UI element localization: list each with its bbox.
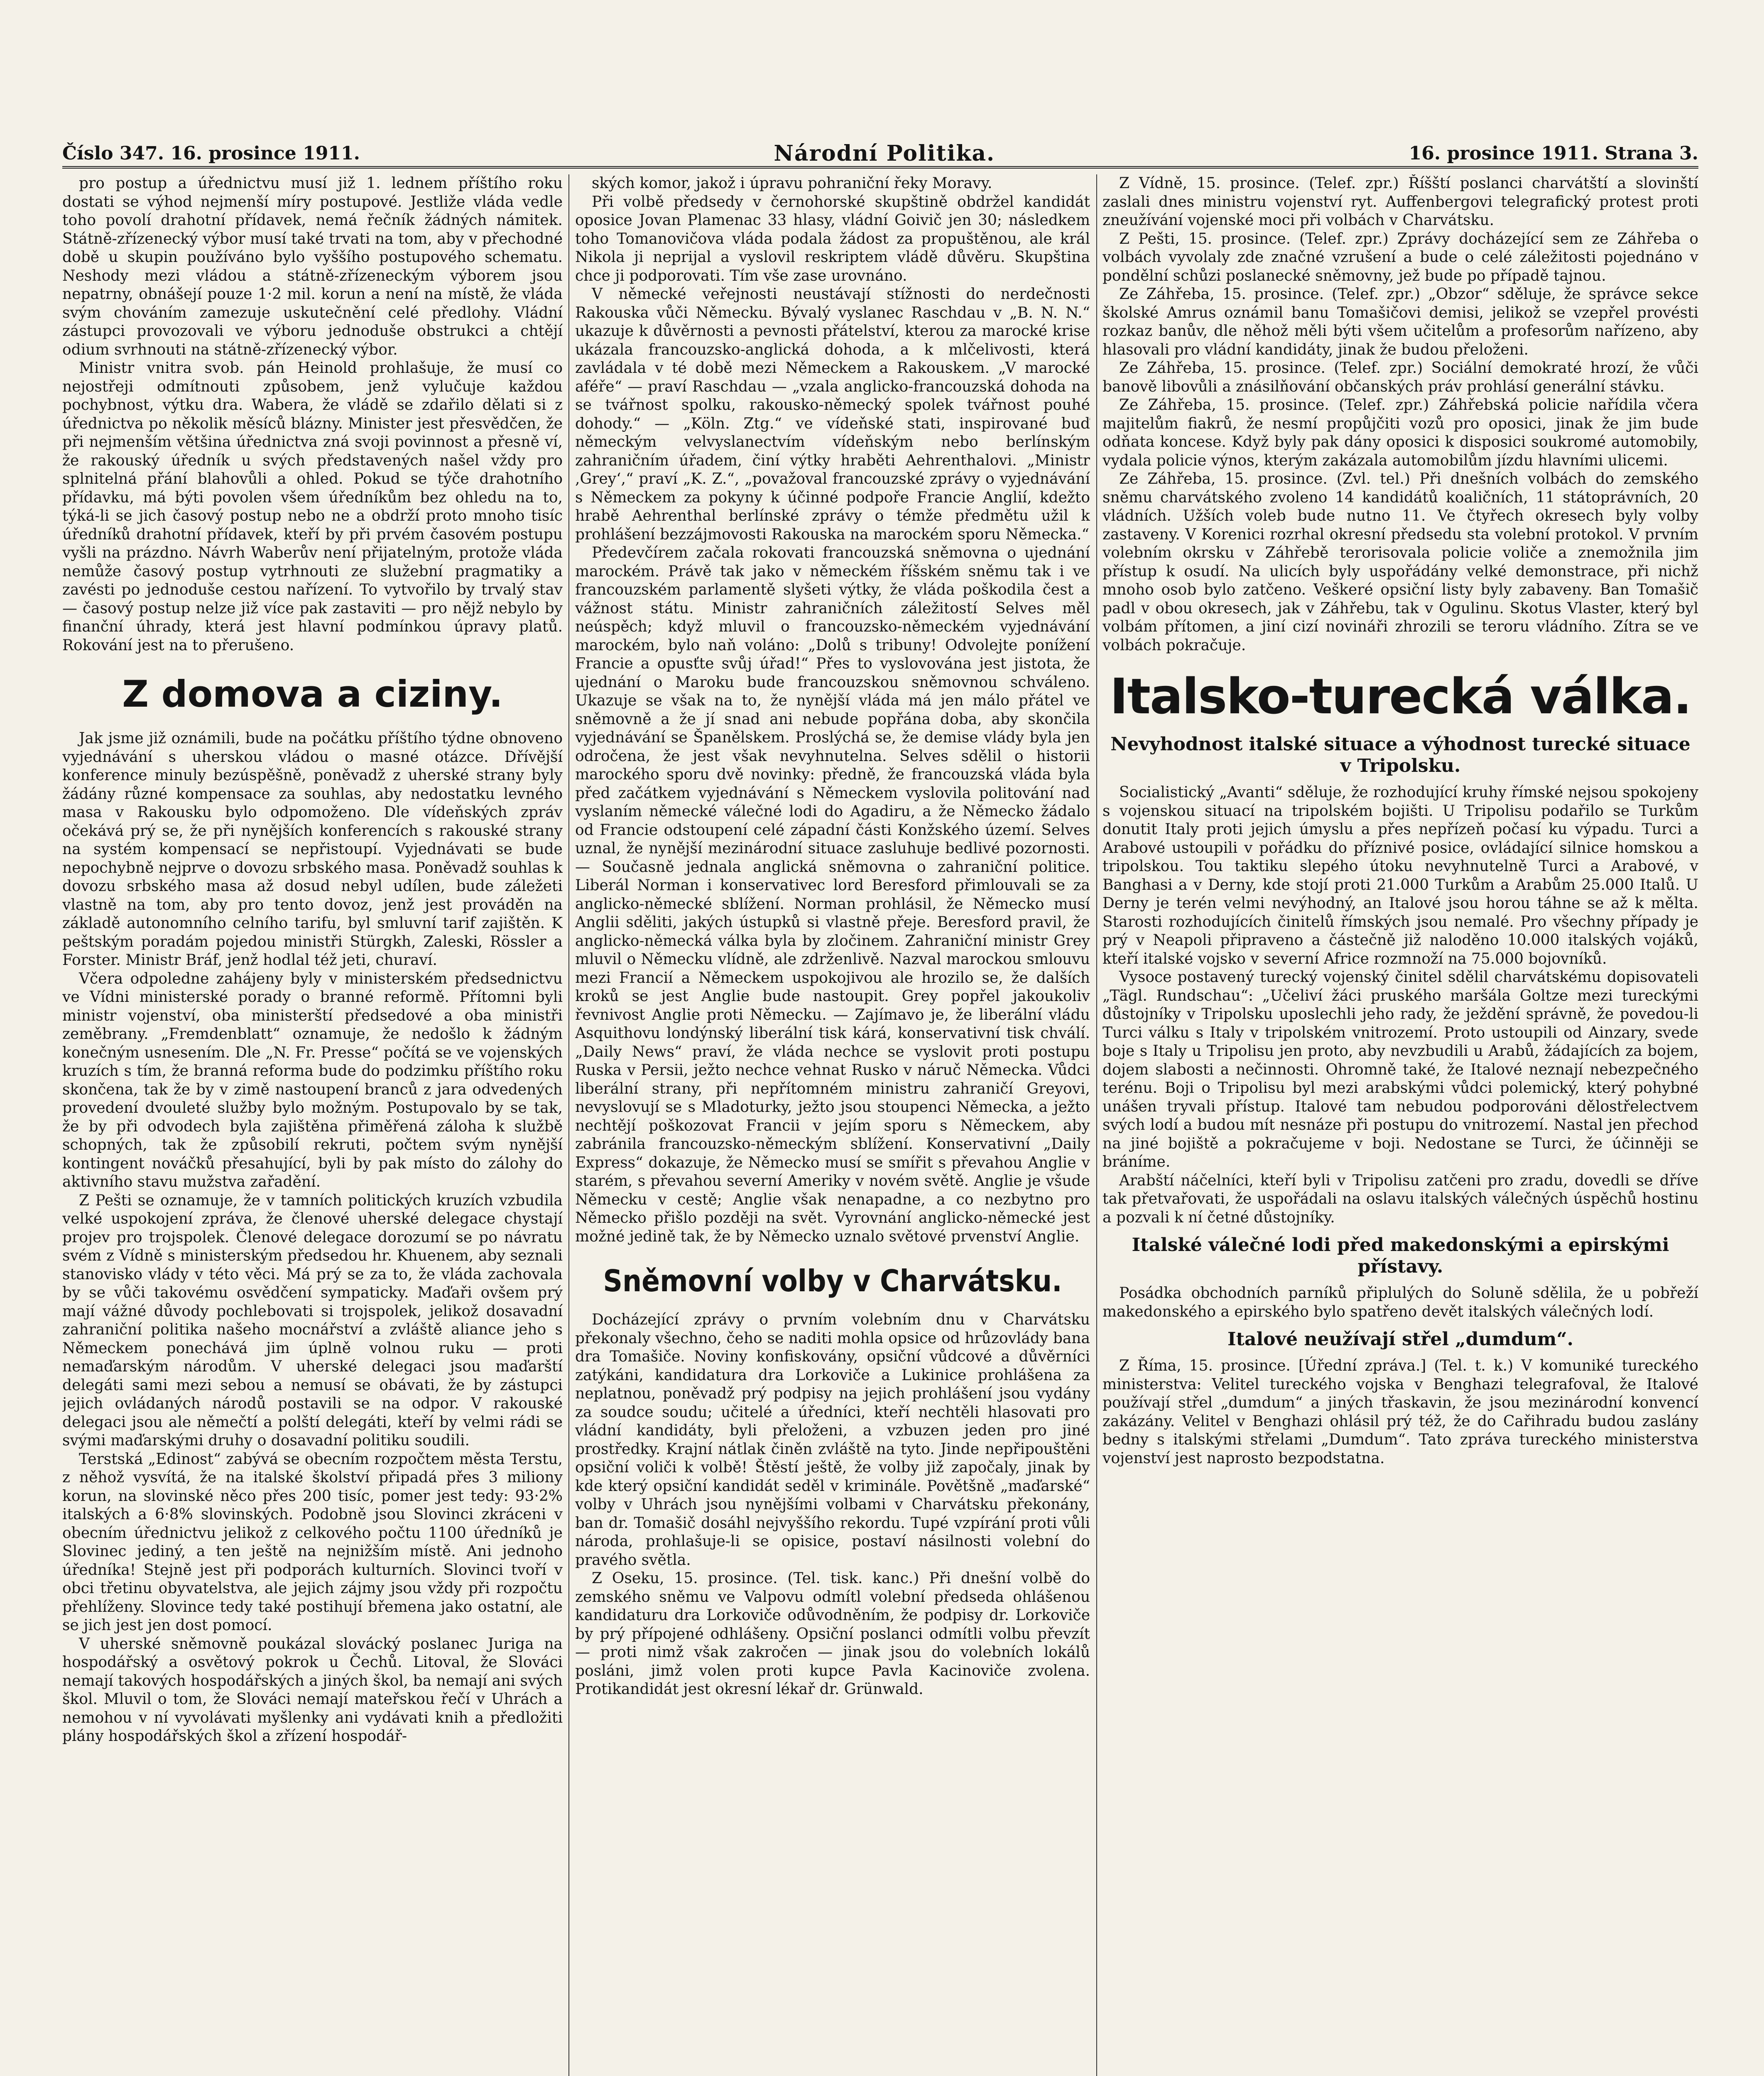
article-paragraph: Arabští náčelníci, kteří byli v Tripolisu zatčeni pro zradu, dovedli se dříve tak přetvařovati, že uspořádali na oslavu italských válečných úspěchů hostinu a pozvali k ní četné důstojníky. [1102, 1172, 1698, 1226]
column-divider [1096, 174, 1097, 2076]
article-paragraph: ských komor, jakož i úpravu pohraniční řeky Moravy. [592, 175, 992, 192]
article-paragraph: Z Říma, 15. prosince. [Úřední zpráva.] (Tel. t. k.) V komuniké tureckého ministerstva: Velitel tureckého vojska v Benghazi telegrafoval, že Italové používají střel „dumdum“ a jiných třaskavin, že jsou mezinárodní konvencí zakázány. Velitel v Benghazi ohlásil prý též, že do Cařihradu budou zaslány bedny s italskými střelami „Dumdum“. Tato zpráva tureckého ministerstva vojenství jest naprosto bezpodstatna. [1102, 1357, 1698, 1467]
article-paragraph: Terstská „Edinost“ zabývá se obecním rozpočtem města Terstu, z něhož vysvítá, že na italské školství připadá přes 3 miliony korun, na slovinské něco přes 200 tisíc, pomer jest tedy: 93·2% italských a 6·8% slovinských. Podobně jsou Slovinci zkráceni v obecním úřednictvu jelikož z celkového počtu 1100 úředníků je Slovinec jediný, a ten ještě na nejnižším místě. Ani jednoho úředníka! Stejně jest při podporách kulturních. Slovinci tvoří v obci třetinu obyvatelstva, ale jejich zájmy jsou vždy při rozpočtu přehlíženy. Slovince tedy také postihují břemena jako ostatní, ale se jich jest jen dost pomocí. [62, 1450, 563, 1634]
article-paragraph: Posádka obchodních parníků připlulých do Soluně sdělila, že u pobřeží makedonského a epirského bylo spatřeno devět italských válečných lodí. [1102, 1285, 1698, 1320]
article-paragraph: Ze Záhřeba, 15. prosince. (Telef. zpr.) Záhřebská policie nařídila včera majitelům fiakrů, že nesmí propůjčiti vozů pro oposici, jinak že jim bude odňata koncese. Když byly pak dány oposici k disposici soukromé automobily, vydala policie výnos, kterým zakázala automobilům jízdu hlavními ulicemi. [1102, 397, 1698, 469]
column-divider [568, 174, 569, 2076]
column-2 [575, 174, 1090, 2076]
page-header [62, 140, 1698, 169]
article-paragraph: Z Oseku, 15. prosince. (Tel. tisk. kanc.) Při dnešní volbě do zemského sněmu ve Valpovu odmítl volební předseda ohlášenou kandidaturu dra Lorkoviče odůvodněním, že podpisy dr. Lorkoviče by prý přípojené odhlášeny. Opsiční poslanci odmítli volbu převzít — proti nimž však zakročen — jinak jsou do volebních lokálů posláni, jimž volen proti kupce Pavla Kacinoviče zvolena. Protikandidát jest okresní lékař dr. Grünwald. [575, 1570, 1090, 1698]
section-heading: Italsko-turecká válka. [1110, 668, 1691, 725]
article-paragraph: Socialistický „Avanti“ sděluje, že rozhodující kruhy římské nejsou spokojeny s vojenskou situací na tripolském bojišti. U Tripolisu podařilo se Turkům donutit Italy proti jejich úmyslu a přes nepřízeň počasí ku výpadu. Turci a Arabové ustoupili v pořádku do příznivé posice, ovládající silnice homskou a tripolskou. Tou taktiku slepého útoku nevyhnutelně Turci a Arabové, v Banghasi a v Derny, kde stojí proti 21.000 Turkům a Arabům 25.000 Italů. U Derny je terén velmi nevýhodný, an Italové jsou horou táhne se až k mělta. Starosti rozhodujících činitelů římských jsou nemalé. Pro všechny případy je prý v Neapoli připraveno a částečně již naloděno 10.000 italských vojáků, kteří italské vojsko v severní Africe rozmnoží na 75.000 bojovníků. [1102, 784, 1698, 967]
article-subheading: Italové neužívají střel „dumdum“. [1227, 1329, 1573, 1350]
column-3 [1102, 174, 1698, 2076]
article-paragraph: Vysoce postavený turecký vojenský činitel sdělil charvátskému dopisovateli „Tägl. Rundschau“: „Učeliví žáci pruského maršála Goltze mezi tureckými důstojníky v Tripolsku uposlechli jeho rady, že ježdění správně, že povedou-li Turci válku s Italy v tripolském vnitrozemí. Proto ustoupili od Ainzary, svede boje s Italy u Tripolisu jen proto, aby nevzbudili u Arabů, žádajících za bojem, dojem slabosti a nečinnosti. Ohromně také, že Italové neznají nebezpečného terénu. Boji o Tripolisu byl mezi arabskými vůdci polemický, který pohybné unášen tryvali přístup. Italové tam nebudou podporováni dělostřelectvem svých lodí a budou mít nesnáze při postupu do vnitrozemí. Nastal jen přechod na jiné bojiště a pokračujeme v boji. Nedostane se Turci, že účinněji se bráníme. [1102, 969, 1698, 1170]
article-paragraph: V uherské sněmovně poukázal slovácký poslanec Juriga na hospodářský a osvětový pokrok u Čechů. Litoval, že Slováci nemají takových hospodářských a jiných škol, ba nemají ani svých škol. Mluvil o tom, že Slováci nemají mateřskou řečí v Uhrách a nemohou v ní vyvolávati myšlenky ani vydávati knih a předložiti plány hospodářských škol a zřízení hospodář- [62, 1635, 563, 1745]
issue-date-right: 16. prosince 1911. Strana 3. [1409, 142, 1698, 164]
article-paragraph: Ze Záhřeba, 15. prosince. (Telef. zpr.) Sociální demokraté hrozí, že vůči banově libovůli a znásilňování občanských práv prohlásí generální stávku. [1102, 360, 1698, 395]
section-heading: Z domova a ciziny. [122, 673, 503, 715]
article-paragraph: V německé veřejnosti neustávají stížnosti do nerdečnosti Rakouska vůči Německu. Bývalý vyslanec Raschdau v „B. N. N.“ ukazuje k důvěrnosti a pevnosti přátelství, kterou za marocké krise ukázala francouzsko-anglická dohoda, a k mlčelivosti, která zavládala v té době mezi Německem a Rakouskem. „V marocké aféře“ — praví Raschdau — „vzala anglicko-francouzská dohoda na se tvářnost spolku, rakousko-německý spolek tvářnost pouhé dohody.“ — „Köln. Ztg.“ ve vídeňské stati, inspirované buď německým velvyslanectvím vídeňským nebo berlínským zahraničním úřadem, činí výtky hraběti Aehrenthalovi. „Ministr ,Grey‘,“ praví „K. Z.“, „považoval francouzské zprávy o vyjednávání s Německem za pokyny k účinné podpoře Francie Anglií, kdežto hrabě Aehrenthal berlínské zprávy o témže předmětu užil k prohlášení bezzájmovosti Rakouska na marockém sporu Německa.“ [575, 286, 1090, 543]
article-paragraph: Z Vídně, 15. prosince. (Telef. zpr.) Říšští poslanci charvátští a slovinští zaslali dnes ministru vojenství ryt. Auffenbergovi telegrafický protest proti zneužívání vojenské moci při volbách v Charvátsku. [1102, 175, 1698, 229]
article-paragraph: Ze Záhřeba, 15. prosince. (Telef. zpr.) „Obzor“ sděluje, že správce sekce školské Amrus oznámil banu Tomašičovi demisi, jelikož se vzepřel provésti rozkaz banův, dle něhož měli býti všem učitelům a profesorům nařízeno, aby hlasovali pro vládní kandidáty, jinak že budou přeloženi. [1102, 286, 1698, 358]
article-subheading: Italské válečné lodi před makedonskými a epirskými přístavy. [1132, 1234, 1669, 1277]
column-1 [62, 174, 563, 2076]
article-paragraph: Docházející zprávy o prvním volebním dnu v Charvátsku překonaly všechno, čeho se naditi mohla opsice od hrůzovlády bana dra Tomašiče. Noviny konfiskovány, opsiční vůdcové a důvěrníci zatýkáni, kandidatura dra Lorkoviče a Lukinice prohlášena za neplatnou, poněvadž prý podpisy na jejich prohlášení jsou vydány za soudce soudu; učitelé a úředníci, kteří nechtěli hlasovati pro vládní kandidáty, byli přeloženi, a vzbuzen jeden pro jiné prostředky. Krajní nátlak činěn zvláště na tyto. Jinde nepřipouštěni opsiční voliči k volbě! Štěstí ještě, že volby již započaly, jinak by kde který opsiční kandidát seděl v kriminále. Povětšně „maďarské“ volby v Uhrách jsou nynějšími volbami v Charvátsku překonány, ban dr. Tomašič dosáhl nejvyššího rekordu. Tupé vzpírání proti vůli národa, prohlašuje-li se opisice, postaví násilnosti volební do pravého světla. [575, 1311, 1090, 1569]
masthead-title: Národní Politika. [774, 140, 995, 166]
article-paragraph: pro postup a úřednictvu musí již 1. lednem příštího roku dostati se výhod nejmenší míry postupové. Jestliže vláda vedle toho povolí drahotní přídavek, nemá řečník žádných námitek. Státně-zřízenecký výbor musí také trvati na tom, aby v přechodné době u skupin používáno bylo vyššího postupového schematu. Neshody mezi vládou a státně-zřízeneckým výborem jsou nepatrny, obnášejí pouze 1·2 mil. korun a není na místě, že vláda svým chováním zamezuje uskutečnění celé předlohy. Vládní zástupci provozovali ve výboru jednoduše obstrukci a chtějí odium svrhnouti na státně-zřízenecký výbor. [62, 175, 563, 358]
article-paragraph: Jak jsme již oznámili, bude na počátku příštího týdne obnoveno vyjednávání s uherskou vládou o masné otázce. Dřívější konference minuly bezúspěšně, poněvadž z uherské strany byly žádány různé kompensace za souhlas, aby nedostatku levného masa v Rakousku bylo odpomoženo. Dle vídeňských zpráv očekává prý se, že při nynějších konferencích s rakouské strany na systém kompensací se nepřistoupí. Vyjednávati se bude nepochybně nejprve o dovozu srbského masa. Poněvadž souhlas k dovozu srbského masa až dosud nebyl udílen, bude záležeti vlastně na tom, aby pro tento dovoz, jenž jest prováděn na základě autonomního celního tarifu, byl smluvní tarif zajištěn. K peštským poradám pojedou ministři Stürgkh, Zaleski, Rössler a Forster. Ministr Bráf, jenž hodlal též jeti, churaví. [62, 730, 563, 969]
article-paragraph: Při volbě předsedy v černohorské skupštině obdržel kandidát oposice Jovan Plamenac 33 hlasy, vládní Goivič jen 30; následkem toho Tomanovičova vláda podala žádost za propuštěnou, ale král Nikola ji neprijal a vyslovil reskriptem vládě důvěru. Skupština chce ji podporovati. Tím vše zase urovnáno. [575, 193, 1090, 284]
article-paragraph: Včera odpoledne zahájeny byly v ministerském předsednictvu ve Vídni ministerské porady o branné reformě. Přítomni byli ministr vojenství, oba ministerští předsedové a oba ministři zeměbrany. „Fremdenblatt“ oznamuje, že nedošlo k žádným konečným usnesením. Dle „N. Fr. Presse“ počítá se ve vojenských kruzích s tím, že branná reforma bude do podzimku příštího roku skončena, tak že by v zimě nastoupení branců z jara odvedených provedení dvouleté služby bylo možným. Postupovalo by se tak, že by při odvodech byla zajištěna přiměřená záloha k službě schopných, tak že způsobilí rekruti, počtem svým nynější kontingent nováčků přesahující, byli by pak místo do zálohy do aktivního stavu mužstva zařadění. [62, 970, 563, 1190]
article-paragraph: Předevčírem začala rokovati francouzská sněmovna o ujednání marockém. Právě tak jako v německém říšském sněmu tak i ve francouzském parlamentě slyšeti výtky, že vláda poškodila čest a vážnost státu. Ministr zahraničních záležitostí Selves měl neúspěch; když mluvil o francouzsko-německém vyjednávání marockém, bylo naň voláno: „Dolů s tribuny! Odvolejte ponížení Francie a opusťte svůj úřad!“ Přes to vyslovována jest jistota, že ujednání o Maroku bude francouzskou sněmovnou schváleno. Ukazuje se však na to, že nynější vláda má jen málo přátel ve sněmovně a že jí snad ani nebude popřána doba, aby skončila vyjednávání se Španělskem. Proslýchá se, že demise vlády byla jen odročena, že jest však nevyhnutelna. Selves sdělil o historii marockého sporu dvě novinky: předně, že francouzská vláda byla před začátkem vyjednávání s Německem vyslovila politování nad vyslaním německé válečné lodi do Agadiru, a že Německo žádalo od Francie odstoupení celé západní části Konžského území. Selves uznal, že nynější mezinárodní situace zasluhuje bedlivé pozornosti. — Současně jednala anglická sněmovna o zahraniční politice. Liberál Norman i konservativec lord Beresford přimlouvali se za anglicko-německé sblížení. Norman prohlásil, že Německo musí Anglii sděliti, jakých ústupků si vlastně přeje. Beresford pravil, že anglicko-německá válka byla by zločinem. Zahraniční ministr Grey mluvil o Německu vlídně, ale zdrženlivě. Nazval marockou smlouvu mezi Francií a Německem uspokojivou ale hrozilo se, že dalších kroků se jest Anglie bude nastoupit. Grey popřel jakoukoliv řevnivost Anglie proti Německu. — Zajímavo je, že liberální vládu Asquithovu londýnský liberální tisk kárá, konservativní tisk chválí. „Daily News“ praví, že vláda nechce se vyslovit proti postupu Ruska v Persii, ježto nechce vehnat Rusko v náruč Německa. Vůdci liberální strany, při nepřítomném ministru zahraničí Greyovi, nevyslovují se s Mladoturky, ježto jsou stoupenci Německa, a ježto nechtějí poškozovat Francii v jejím sporu s Německem, aby zabránila francouzsko-německým sblížení. Konservativní „Daily Express“ dokazuje, že Německo musí se smířit s převahou Anglie v starém, s převahou severní Ameriky v novém světě. Anglie je všude Německu v cestě; Anglie však nenapadne, a co nezbytno pro Německo přišlo později na svět. Vyrovnání anglicko-německé jest možné jedině tak, že by Německo uznalo světové prvenství Anglie. [575, 544, 1090, 1245]
article-paragraph: Z Pešti, 15. prosince. (Telef. zpr.) Zprávy docházející sem ze Záhřeba o volbách vyvolaly zde značné vzrušení a bude o celé záležitosti pojednáno v pondělní schůzi poslanecké sněmovny, jež bude po případě tajnou. [1102, 230, 1698, 284]
article-paragraph: Ministr vnitra svob. pán Heinold prohlašuje, že musí co nejostřeji odmítnouti způsobem, jenž vylučuje každou pochybnost, výtku dra. Wabera, že vládě se zdařilo dělati si z úřednictva po několik měsíců blázny. Minister jest přesvědčen, že při nejmenším většina úřednictva zná svoji povinnost a přesně ví, že rakouský úředník u svých představených našel vždy pro splnitelná přání blahovůli a ohled. Pokud se týče drahotního přídavku, má býti povolen všem úředníkům bez ohledu na to, týká-li se jich časový postup nebo ne a obdrží proto mnoho tisíc úředníků drahotní přídavek, kteří by při prvém časovém postupu vyšli na prázdno. Návrh Waberův není přijatelným, protože vláda nemůže časový postup vytrhnouti ze služební pragmatiky a zavésti po jednoduše cestou nařízení. To vytvořilo by trvalý stav — časový postup nelze již více pak zastaviti — pro nějž nebylo by finanční úhrady, která jest hlavní podmínkou úpravy platů. Rokování jest na to přerušeno. [62, 360, 563, 654]
issue-date-left: Číslo 347. 16. prosince 1911. [62, 142, 360, 164]
article-subheading: Nevyhodnost italské situace a výhodnost turecké situace v Tripolsku. [1110, 734, 1690, 776]
section-heading: Sněmovní volby v Charvátsku. [603, 1263, 1062, 1298]
article-paragraph: Ze Záhřeba, 15. prosince. (Zvl. tel.) Při dnešních volbách do zemského sněmu charvátského zvoleno 14 kandidátů koaličních, 11 státoprávních, 20 vládních. Užších voleb bude nutno 11. Ve čtyřech okresech byly volby zastaveny. V Korenici rozrhal okresní předsedu sta volební protokol. V prvním volebním okrsku v Záhřebě terorisovala policie voliče a znemožnila jim přístup k osudí. Na ulicích byly uspořádány velké demonstrace, při nichž mnoho osob bylo zatčeno. Veškeré opsiční listy byly zabaveny. Ban Tomašič padl v obou okresech, jak v Záhřebu, tak v Ogulinu. Skotus Vlaster, který byl volbám přítomen, a jiní cizí novináři zhrozili se teroru vládního. Zítra se ve volbách pokračuje. [1102, 470, 1698, 654]
article-paragraph: Z Pešti se oznamuje, že v tamních politických kruzích vzbudila velké uspokojení zpráva, že členové uherské delegace chystají projev pro trojspolek. Členové delegace dorozumí se po návratu svém z Vídně s ministerským předsedou hr. Khuenem, aby seznali stanovisko vlády v této věci. Má prý se za to, že vláda zachovala by se vůči takovému osvědčení sympaticky. Maďaři ovšem prý mají vážné důvody pochlebovati si trojspolek, jelikož dosavadní zahraniční politika našeho mocnářství a zvláště aliance jeho s Německem ponechává jim úplně volnou ruku — proti nemaďarským národům. V uherské delegaci jsou maďarští delegáti sami mezi sebou a nemusí se obávati, že by zástupci jejich ovládaných národů postavili se na odpor. V rakouské delegaci jsou ale němečtí a polští delegáti, kteří by velmi rádi se svými maďarskými druhy o dosavadní politiku soudili. [62, 1192, 563, 1449]
